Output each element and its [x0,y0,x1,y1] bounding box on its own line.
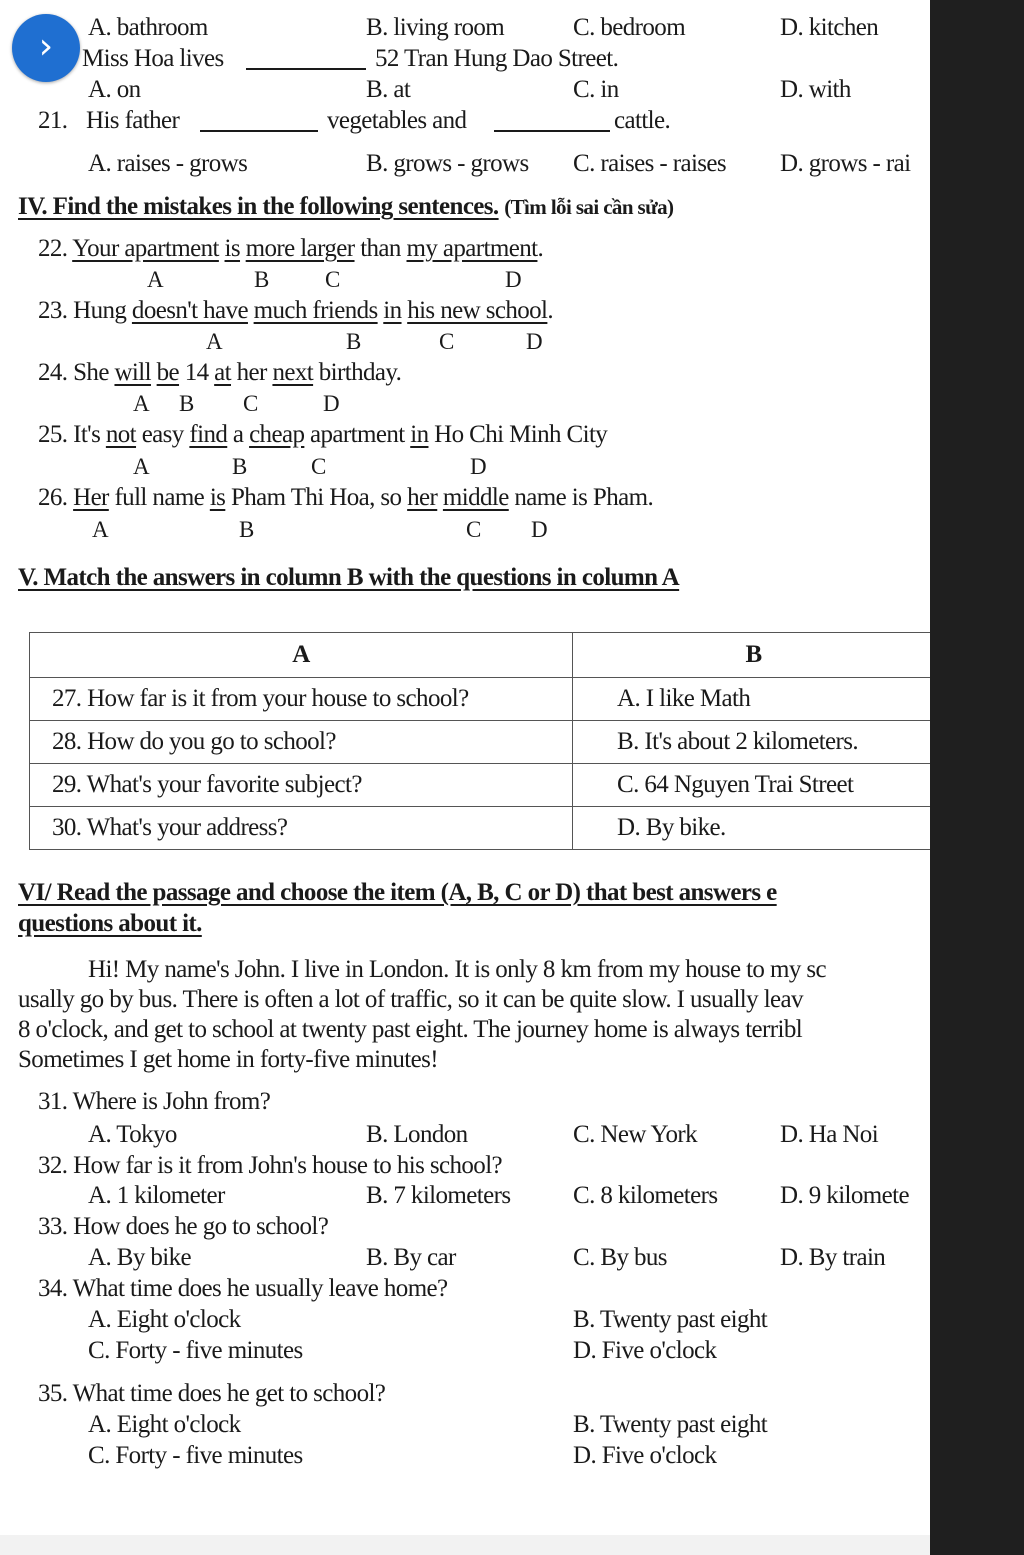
q32-text: How far is it from John's house to his school? [73,1152,503,1179]
mistake-25-number: 25. [38,421,68,448]
q32-option-b: B. 7 kilometers [366,1182,511,1209]
table-row [30,807,931,850]
mistake-25-city: Ho Chi Minh City [434,421,608,448]
passage-line-3: 8 o'clock, and get to school at twenty past eight. The journey home is always terribl [18,1016,803,1043]
mistake-23 [38,296,553,326]
q21-option-d: D. grows - rai [780,150,911,177]
mistake-24-subject: She [73,359,109,386]
mistake-26-fullname: full name [114,484,205,511]
mistake-23-part-d: his new school [407,297,548,324]
mistake-24 [38,358,401,388]
q32-option-d: D. 9 kilomete [780,1182,909,1209]
q35-option-a: A. Eight o'clock [88,1411,241,1438]
mistake-22-letter-a: A [147,267,164,292]
question-29: 29. What's your favorite subject? [30,764,573,807]
mistake-26-part-c: her [407,484,438,511]
q35-text: What time does he get to school? [72,1380,386,1407]
q32-option-c: C. 8 kilometers [573,1182,718,1209]
q34-text: What time does he usually leave home? [72,1275,448,1302]
answer-c: C. 64 Nguyen Trai Street [573,764,931,807]
q31-option-c: C. New York [573,1121,697,1148]
mistake-25-letter-b: B [232,454,248,479]
q33-option-d: D. By train [780,1244,886,1271]
q31-text: Where is John from? [72,1088,271,1115]
q21-number: 21. [38,107,68,134]
passage-line-1: Hi! My name's John. I live in London. It is only 8 km from my house to my sc [88,956,827,983]
section-4-note: (Tìm lỗi sai cần sửa) [504,195,674,219]
q34-option-b: B. Twenty past eight [573,1306,768,1333]
mistake-24-end: birthday. [318,359,402,386]
section-6-title-line1: VI/ Read the passage and choose the item (A, B, C or D) that best answers e [18,879,777,906]
q21-option-a: A. raises - grows [88,150,248,177]
q21-option-b: B. grows - grows [366,150,529,177]
q20-prefix: Miss Hoa lives [82,45,224,72]
mistake-23-subject: Hung [73,297,127,324]
mistake-24-age: 14 [184,359,209,386]
section-4-title [18,192,673,222]
q35-number: 35. [38,1380,68,1407]
mistake-24-letter-c: C [243,391,259,416]
mistake-25-letter-c: C [311,454,327,479]
mistake-24-letter-b: B [179,391,195,416]
mistake-23-number: 23. [38,297,68,324]
q21-blank-1 [200,130,318,132]
mistake-26-number: 26. [38,484,68,511]
match-table-header [30,633,931,678]
mistake-25-easy: easy [141,421,184,448]
q34-number: 34. [38,1275,68,1302]
mistake-23-letter-a: A [206,329,223,354]
q35 [38,1379,385,1409]
mistake-25 [38,420,607,450]
mistake-25-letter-d: D [470,454,487,479]
question-27: 27. How far is it from your house to school? [30,678,573,721]
q34-option-d: D. Five o'clock [573,1337,717,1364]
mistake-22 [38,234,543,264]
q34-option-c: C. Forty - five minutes [88,1337,303,1364]
table-row [30,678,931,721]
q31-option-d: D. Ha Noi [780,1121,879,1148]
q32 [38,1151,502,1181]
mistake-24-part-c: at [214,359,231,386]
table-row [30,764,931,807]
mistake-22-part-b: is [224,235,241,262]
q19-option-c: C. bedroom [573,14,686,41]
q35-option-c: C. Forty - five minutes [88,1442,303,1469]
passage-line-2: usally go by bus. There is often a lot of traffic, so it can be quite slow. I usually leav [18,986,803,1013]
q31 [38,1087,270,1117]
answer-b: B. It's about 2 kilometers. [573,721,931,764]
mistake-24-letter-d: D [323,391,340,416]
mistake-24-part-d: next [272,359,314,386]
mistake-26-name: Pham Thi Hoa, so [230,484,402,511]
mistake-22-part-d: my apartment [406,235,538,262]
next-page-button[interactable] [12,14,80,82]
mistake-22-text: than [360,235,401,262]
mistake-22-letter-d: D [505,267,522,292]
q33-number: 33. [38,1213,68,1240]
q35-option-d: D. Five o'clock [573,1442,717,1469]
q21-part1: His father [86,107,180,134]
q31-option-b: B. London [366,1121,468,1148]
section-6-title-line2: questions about it. [18,910,202,937]
q34-option-a: A. Eight o'clock [88,1306,241,1333]
mistake-22-letter-c: C [325,267,341,292]
question-28: 28. How do you go to school? [30,721,573,764]
mistake-24-letter-a: A [133,391,150,416]
answer-d: D. By bike. [573,807,931,850]
q33 [38,1212,328,1242]
mistake-22-part-a: Your apartment [72,235,219,262]
mistake-22-letter-b: B [254,267,270,292]
q31-number: 31. [38,1088,68,1115]
mistake-24-her: her [236,359,267,386]
q20-option-b: B. at [366,76,411,103]
mistake-23-part-a: doesn't have [131,297,248,324]
mistake-23-part-c: in [383,297,402,324]
viewer-side-margin [930,0,1024,1555]
q33-option-a: A. By bike [88,1244,192,1271]
q20-option-d: D. with [780,76,851,103]
mistake-25-letter-a: A [133,454,150,479]
q20-option-a: A. on [88,76,141,103]
q33-option-c: C. By bus [573,1244,667,1271]
q21-option-c: C. raises - raises [573,150,727,177]
mistake-24-part-a: will [114,359,151,386]
mistake-23-letter-b: B [346,329,362,354]
mistake-25-a: a [232,421,244,448]
q33-text: How does he go to school? [73,1213,329,1240]
mistake-23-part-b: much friends [253,297,378,324]
mistake-26-part-d: middle [442,484,509,511]
mistake-25-its: It's [73,421,101,448]
q20-option-c: C. in [573,76,619,103]
mistake-26-end: name is Pham. [514,484,654,511]
mistake-23-letter-c: C [439,329,455,354]
q33-option-b: B. By car [366,1244,456,1271]
column-a-header: A [30,633,573,678]
mistake-26-letter-b: B [239,517,255,542]
mistake-26-letter-d: D [531,517,548,542]
answer-a: A. I like Math [573,678,931,721]
mistake-26-part-b: is [209,484,226,511]
chevron-right-icon: › [38,26,54,67]
section-4-title-text: IV. Find the mistakes in the following sentences. [18,193,499,220]
q19-option-b: B. living room [366,14,505,41]
mistake-22-end: . [537,235,544,262]
mistake-25-part-a: not [105,421,137,448]
match-table [29,632,930,850]
q31-option-a: A. Tokyo [88,1121,177,1148]
mistake-24-number: 24. [38,359,68,386]
q32-option-a: A. 1 kilometer [88,1182,225,1209]
q21-part3: cattle. [614,107,671,134]
mistake-26 [38,483,653,513]
mistake-26-letter-c: C [466,517,482,542]
mistake-23-letter-d: D [526,329,543,354]
q21-blank-2 [494,130,610,132]
q35-option-b: B. Twenty past eight [573,1411,768,1438]
q19-option-a: A. bathroom [88,14,208,41]
mistake-22-part-c: more larger [245,235,355,262]
q21-part2: vegetables and [327,107,467,134]
table-row [30,721,931,764]
mistake-22-number: 22. [38,235,68,262]
mistake-23-end: . [547,297,554,324]
mistake-26-part-a: Her [73,484,109,511]
mistake-25-part-d: in [410,421,429,448]
q20-blank [246,68,366,70]
mistake-25-apartment: apartment [310,421,405,448]
mistake-25-part-b: find [189,421,228,448]
mistake-24-part-b: be [156,359,180,386]
column-b-header: B [573,633,931,678]
q20-suffix: 52 Tran Hung Dao Street. [375,45,619,72]
mistake-25-part-c: cheap [249,421,305,448]
section-5-title: V. Match the answers in column B with the questions in column A [18,564,680,591]
question-30: 30. What's your address? [30,807,573,850]
q32-number: 32. [38,1152,68,1179]
mistake-26-letter-a: A [92,517,109,542]
q19-option-d: D. kitchen [780,14,879,41]
q34 [38,1274,448,1304]
passage-line-4: Sometimes I get home in forty-five minutes! [18,1046,438,1073]
